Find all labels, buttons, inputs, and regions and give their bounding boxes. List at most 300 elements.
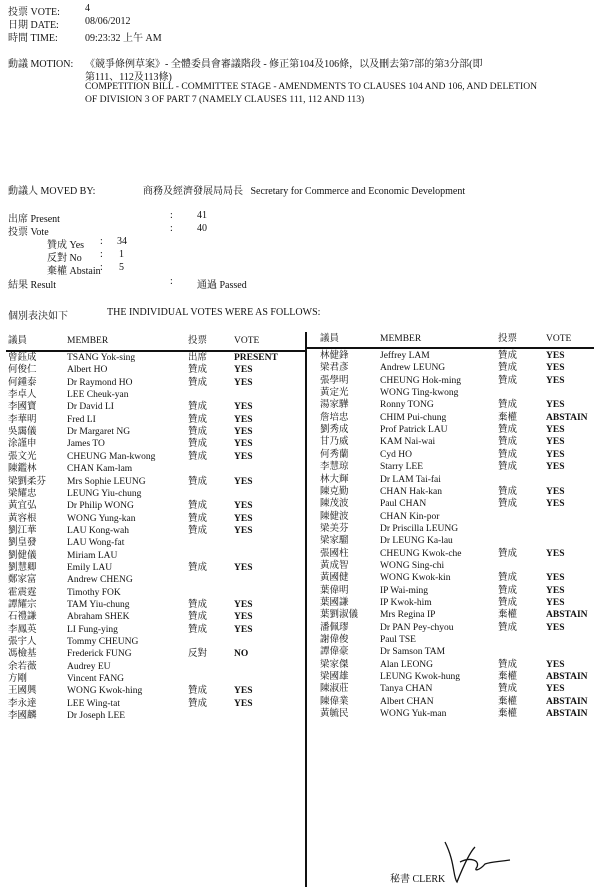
table-row bbox=[8, 611, 293, 623]
member-name-zh: 葉偉明 bbox=[320, 585, 349, 596]
moved-by-value: 商務及經濟發展局局長 Secretary for Commerce and Economic Development bbox=[143, 186, 466, 197]
vote-zh: 贊成 bbox=[498, 548, 518, 559]
table-row bbox=[8, 513, 293, 525]
vote: PRESENT bbox=[234, 353, 278, 363]
col-zh-member: 議員 bbox=[8, 336, 28, 346]
right-table-header bbox=[320, 333, 600, 345]
motion-zh-line2: 第111、112及113條) bbox=[85, 72, 172, 83]
no-count: 1 bbox=[119, 249, 124, 260]
vote: YES bbox=[234, 451, 253, 462]
table-row bbox=[8, 389, 293, 401]
vote-zh: 贊成 bbox=[498, 486, 518, 497]
table-row bbox=[8, 624, 293, 636]
vote: YES bbox=[234, 612, 253, 623]
vote: ABSTAIN bbox=[546, 709, 588, 720]
vote: ABSTAIN bbox=[546, 696, 588, 707]
member-name: Cyd HO bbox=[380, 449, 412, 460]
member-name-zh: 湯家驊 bbox=[320, 400, 349, 411]
present-count: 41 bbox=[197, 210, 207, 221]
member-name: Miriam LAU bbox=[67, 550, 118, 561]
member-name-zh: 林大輝 bbox=[320, 474, 349, 485]
member-name-zh: 陳偉業 bbox=[320, 696, 349, 707]
table-row bbox=[320, 609, 600, 621]
member-name-zh: 石禮謙 bbox=[8, 612, 37, 623]
member-name: WONG Kwok-hing bbox=[67, 686, 143, 697]
member-name-zh: 林健鋒 bbox=[320, 351, 349, 361]
member-name-zh: 譚耀宗 bbox=[8, 600, 37, 610]
individual-votes-zh: 個別表決如下 bbox=[8, 311, 68, 322]
vote-zh: 贊成 bbox=[498, 400, 518, 411]
member-name-zh: 劉慧卿 bbox=[8, 562, 37, 573]
right-header-rule bbox=[305, 347, 594, 349]
member-name: IP Wai-ming bbox=[380, 585, 429, 596]
abstain-count: 5 bbox=[119, 262, 124, 273]
member-name: WONG Sing-chi bbox=[380, 560, 445, 571]
vote-zh: 贊成 bbox=[498, 351, 518, 361]
member-name: Fred LI bbox=[67, 414, 96, 425]
yes-label: 贊成 Yes bbox=[47, 240, 85, 251]
member-name: CHAN Hak-kan bbox=[380, 486, 443, 497]
table-row bbox=[320, 597, 600, 609]
vote-zh: 棄權 bbox=[498, 672, 518, 683]
member-name: LAU Wong-fat bbox=[67, 538, 125, 549]
vote: YES bbox=[234, 600, 253, 610]
member-name-zh: 劉秀成 bbox=[320, 425, 349, 436]
table-row bbox=[320, 387, 600, 399]
table-row bbox=[8, 463, 293, 475]
vote: YES bbox=[234, 501, 253, 512]
table-row bbox=[8, 426, 293, 438]
member-name: Starry LEE bbox=[380, 462, 424, 473]
member-name: LEE Cheuk-yan bbox=[67, 390, 129, 401]
member-name: LEUNG Kwok-hung bbox=[380, 672, 460, 683]
member-name: James TO bbox=[67, 439, 105, 450]
member-name: Mrs Regina IP bbox=[380, 610, 436, 621]
table-row bbox=[320, 449, 600, 461]
vote: YES bbox=[234, 402, 253, 413]
table-row bbox=[320, 671, 600, 683]
member-name-zh: 涂謹申 bbox=[8, 439, 37, 450]
member-name: Mrs Sophie LEUNG bbox=[67, 476, 146, 487]
vote: YES bbox=[546, 684, 565, 695]
time-label: 時間 TIME: bbox=[8, 33, 58, 44]
vote: YES bbox=[234, 698, 253, 709]
member-name-zh: 黃宜弘 bbox=[8, 501, 37, 512]
vote-zh: 贊成 bbox=[188, 562, 208, 573]
member-name-zh: 黃容根 bbox=[8, 513, 37, 524]
member-name: Dr Samson TAM bbox=[380, 647, 446, 658]
vote: YES bbox=[546, 585, 565, 596]
time-value: 09:23:32 上午 AM bbox=[85, 33, 162, 44]
member-name: CHEUNG Hok-ming bbox=[380, 375, 462, 386]
table-row bbox=[320, 646, 600, 658]
table-row bbox=[8, 476, 293, 488]
member-name-zh: 黃定光 bbox=[320, 388, 349, 399]
member-name-zh: 梁國雄 bbox=[320, 672, 349, 683]
member-name: Tanya CHAN bbox=[380, 684, 433, 695]
member-name: CHEUNG Kwok-che bbox=[380, 548, 462, 559]
member-name-zh: 余若薇 bbox=[8, 661, 37, 672]
member-name-zh: 詹培忠 bbox=[320, 412, 349, 423]
vote-zh: 棄權 bbox=[498, 412, 518, 423]
table-row bbox=[8, 500, 293, 512]
vote-zh: 贊成 bbox=[498, 659, 518, 670]
member-name: IP Kwok-him bbox=[380, 598, 432, 608]
member-name-zh: 黃毓民 bbox=[320, 709, 349, 720]
vote: YES bbox=[234, 414, 253, 425]
table-row bbox=[320, 474, 600, 486]
no-label: 反對 No bbox=[47, 253, 82, 264]
table-row bbox=[320, 622, 600, 634]
table-row bbox=[320, 511, 600, 523]
date-value: 08/06/2012 bbox=[85, 16, 131, 27]
vote-zh: 贊成 bbox=[188, 402, 208, 413]
table-row bbox=[320, 560, 600, 572]
vote: YES bbox=[234, 427, 253, 438]
vote: YES bbox=[234, 377, 253, 388]
member-name-zh: 梁君彥 bbox=[320, 363, 349, 374]
vote-zh: 贊成 bbox=[498, 363, 518, 374]
member-name: Andrew LEUNG bbox=[380, 363, 446, 374]
vote-zh: 贊成 bbox=[188, 451, 208, 462]
table-row bbox=[8, 414, 293, 426]
vote-zh: 出席 bbox=[188, 353, 208, 363]
table-row bbox=[8, 352, 293, 364]
member-name-zh: 陳健波 bbox=[320, 511, 349, 522]
table-row bbox=[8, 661, 293, 673]
vote-zh: 贊成 bbox=[498, 585, 518, 596]
member-name: WONG Yuk-man bbox=[380, 709, 447, 720]
member-name: Abraham SHEK bbox=[67, 612, 130, 623]
member-name: Paul CHAN bbox=[380, 499, 427, 510]
member-name-zh: 李卓人 bbox=[8, 390, 37, 401]
member-name: Dr Joseph LEE bbox=[67, 711, 126, 722]
vote-zh: 贊成 bbox=[188, 476, 208, 487]
result-label: 結果 Result bbox=[8, 280, 57, 291]
col-member: MEMBER bbox=[380, 334, 422, 344]
member-name: Tommy CHEUNG bbox=[67, 637, 139, 648]
member-name-zh: 李華明 bbox=[8, 414, 37, 425]
vote-zh: 贊成 bbox=[498, 573, 518, 584]
table-row bbox=[8, 698, 293, 710]
table-row bbox=[8, 364, 293, 376]
motion-en-line2: OF DIVISION 3 OF PART 7 (NAMELY CLAUSES 111, 112 AND 113) bbox=[85, 94, 365, 105]
table-row bbox=[8, 451, 293, 463]
vote: NO bbox=[234, 649, 249, 660]
vote-zh: 贊成 bbox=[498, 375, 518, 386]
table-row bbox=[8, 401, 293, 413]
colon: : bbox=[100, 236, 103, 247]
vote-label: 投票 VOTE: bbox=[8, 7, 60, 18]
member-name-zh: 李永達 bbox=[8, 698, 37, 709]
member-name: Dr David LI bbox=[67, 402, 114, 413]
table-row bbox=[8, 550, 293, 562]
column-divider bbox=[305, 332, 307, 887]
date-label: 日期 DATE: bbox=[8, 20, 59, 31]
vote: YES bbox=[546, 351, 565, 361]
result-value: 通過 Passed bbox=[197, 280, 247, 291]
member-name: Emily LAU bbox=[67, 562, 113, 573]
table-row bbox=[320, 634, 600, 646]
member-name: Dr LAM Tai-fai bbox=[380, 474, 441, 485]
member-name-zh: 李鳳英 bbox=[8, 624, 37, 635]
member-name-zh: 李慧琼 bbox=[320, 462, 349, 473]
member-name: Frederick FUNG bbox=[67, 649, 132, 660]
motion-en-line1: COMPETITION BILL - COMMITTEE STAGE - AMENDMENTS TO CLAUSES 104 AND 106, AND DELETION bbox=[85, 81, 538, 92]
vote-zh: 贊成 bbox=[498, 598, 518, 608]
member-name-zh: 梁美芬 bbox=[320, 523, 349, 534]
vote-zh: 贊成 bbox=[188, 600, 208, 610]
vote-zh: 棄權 bbox=[498, 696, 518, 707]
colon: : bbox=[100, 249, 103, 260]
vote: YES bbox=[546, 622, 565, 633]
individual-votes-en: THE INDIVIDUAL VOTES WERE AS FOLLOWS: bbox=[107, 307, 321, 318]
motion-zh-line1: 《競爭條例草案》- 全體委員會審議階段 - 修正第104及106條，以及刪去第7部的第3分部(即 bbox=[85, 59, 483, 70]
vote-zh: 反對 bbox=[188, 649, 208, 660]
vote: YES bbox=[546, 573, 565, 584]
member-name: Dr LEUNG Ka-lau bbox=[380, 536, 453, 547]
vote: YES bbox=[546, 659, 565, 670]
member-name: Andrew CHENG bbox=[67, 575, 133, 586]
member-name: WONG Kwok-kin bbox=[380, 573, 451, 584]
table-row bbox=[8, 673, 293, 685]
vote-zh: 贊成 bbox=[498, 622, 518, 633]
member-name: CHEUNG Man-kwong bbox=[67, 451, 156, 462]
member-name: Paul TSE bbox=[380, 635, 416, 646]
table-row bbox=[8, 574, 293, 586]
vote-zh: 贊成 bbox=[188, 365, 208, 376]
member-name: TSANG Yok-sing bbox=[67, 353, 136, 363]
vote: YES bbox=[234, 513, 253, 524]
member-name-zh: 張國柱 bbox=[320, 548, 349, 559]
member-name: LI Fung-ying bbox=[67, 624, 118, 635]
table-row bbox=[320, 498, 600, 510]
vote: ABSTAIN bbox=[546, 412, 588, 423]
member-name-zh: 張學明 bbox=[320, 375, 349, 386]
vote: YES bbox=[546, 486, 565, 497]
member-name-zh: 張宇人 bbox=[8, 637, 37, 648]
member-name-zh: 霍震霆 bbox=[8, 587, 37, 598]
vote-zh: 贊成 bbox=[188, 439, 208, 450]
vote-zh: 贊成 bbox=[498, 684, 518, 695]
member-name-zh: 黃國健 bbox=[320, 573, 349, 584]
vote: YES bbox=[546, 400, 565, 411]
member-name-zh: 鄭家富 bbox=[8, 575, 37, 586]
table-row bbox=[8, 648, 293, 660]
left-table-header bbox=[8, 335, 300, 347]
member-name-zh: 梁家騮 bbox=[320, 536, 349, 547]
member-name-zh: 劉皇發 bbox=[8, 538, 37, 549]
member-name: CHAN Kam-lam bbox=[67, 464, 133, 475]
table-row bbox=[8, 562, 293, 574]
table-row bbox=[320, 696, 600, 708]
vote: YES bbox=[546, 425, 565, 436]
table-row bbox=[320, 523, 600, 535]
table-row bbox=[320, 350, 600, 362]
vote-zh: 棄權 bbox=[498, 709, 518, 720]
col-vote: VOTE bbox=[234, 336, 260, 346]
member-name-zh: 陳茂波 bbox=[320, 499, 349, 510]
member-name-zh: 劉健儀 bbox=[8, 550, 37, 561]
member-name-zh: 方剛 bbox=[8, 674, 28, 685]
member-name-zh: 吳靄儀 bbox=[8, 427, 37, 438]
vote: YES bbox=[234, 476, 253, 487]
table-row bbox=[320, 585, 600, 597]
vote-zh: 棄權 bbox=[498, 610, 518, 621]
vote-zh: 贊成 bbox=[188, 698, 208, 709]
vote: YES bbox=[546, 598, 565, 608]
member-name-zh: 李國寶 bbox=[8, 402, 37, 413]
table-row bbox=[8, 525, 293, 537]
vote: YES bbox=[234, 562, 253, 573]
member-name: WONG Yung-kan bbox=[67, 513, 136, 524]
member-name-zh: 馮檢基 bbox=[8, 649, 37, 660]
member-name: CHAN Kin-por bbox=[380, 511, 440, 522]
member-name: Dr Margaret NG bbox=[67, 427, 131, 438]
table-row bbox=[8, 636, 293, 648]
table-row bbox=[8, 488, 293, 500]
member-name-zh: 陳淑莊 bbox=[320, 684, 349, 695]
vote: YES bbox=[546, 449, 565, 460]
member-name-zh: 陳克勤 bbox=[320, 486, 349, 497]
member-name: Alan LEONG bbox=[380, 659, 434, 670]
vote-count-label: 投票 Vote bbox=[8, 227, 49, 238]
vote: YES bbox=[234, 439, 253, 450]
table-row bbox=[320, 548, 600, 560]
member-name: Dr PAN Pey-chyou bbox=[380, 622, 454, 633]
vote-zh: 贊成 bbox=[188, 612, 208, 623]
vote-zh: 贊成 bbox=[188, 377, 208, 388]
abstain-label: 棄權 Abstain bbox=[47, 266, 101, 277]
member-name-zh: 曾鈺成 bbox=[8, 353, 37, 363]
vote-zh: 贊成 bbox=[188, 501, 208, 512]
member-name-zh: 梁劉柔芬 bbox=[8, 476, 47, 487]
clerk-signature bbox=[425, 832, 515, 887]
member-name: WONG Ting-kwong bbox=[380, 388, 459, 399]
vote: YES bbox=[234, 624, 253, 635]
vote-zh: 贊成 bbox=[188, 513, 208, 524]
member-name-zh: 甘乃威 bbox=[320, 437, 349, 448]
member-name: Dr Philip WONG bbox=[67, 501, 134, 512]
member-name-zh: 潘佩璆 bbox=[320, 622, 349, 633]
colon: : bbox=[170, 223, 173, 234]
member-name-zh: 梁耀忠 bbox=[8, 488, 37, 499]
vote-zh: 贊成 bbox=[188, 414, 208, 425]
table-row bbox=[320, 375, 600, 387]
vote: YES bbox=[546, 437, 565, 448]
member-name: Dr Raymond HO bbox=[67, 377, 133, 388]
member-name: Jeffrey LAM bbox=[380, 351, 430, 361]
colon: : bbox=[100, 262, 103, 273]
vote-count: 40 bbox=[197, 223, 207, 234]
table-row bbox=[320, 412, 600, 424]
present-label: 出席 Present bbox=[8, 214, 60, 225]
member-name: LEE Wing-tat bbox=[67, 698, 120, 709]
table-row bbox=[8, 599, 293, 611]
member-name-zh: 譚偉豪 bbox=[320, 647, 349, 658]
member-name-zh: 黃成智 bbox=[320, 560, 349, 571]
colon: : bbox=[170, 210, 173, 221]
vote: YES bbox=[546, 499, 565, 510]
table-row bbox=[320, 708, 600, 720]
table-row bbox=[320, 461, 600, 473]
table-row bbox=[320, 424, 600, 436]
table-row bbox=[320, 659, 600, 671]
vote: YES bbox=[234, 525, 253, 536]
vote-zh: 贊成 bbox=[188, 427, 208, 438]
vote-number: 4 bbox=[85, 3, 90, 14]
member-name: Ronny TONG bbox=[380, 400, 434, 411]
member-name-zh: 葉劉淑儀 bbox=[320, 610, 359, 621]
vote: ABSTAIN bbox=[546, 610, 588, 621]
vote: ABSTAIN bbox=[546, 672, 588, 683]
member-name: Dr Priscilla LEUNG bbox=[380, 523, 459, 534]
vote-zh: 贊成 bbox=[498, 425, 518, 436]
vote-zh: 贊成 bbox=[498, 437, 518, 448]
vote: YES bbox=[546, 462, 565, 473]
member-name-zh: 陳鑑林 bbox=[8, 464, 37, 475]
member-name: Vincent FANG bbox=[67, 674, 125, 685]
vote: YES bbox=[546, 548, 565, 559]
member-name-zh: 梁家傑 bbox=[320, 659, 349, 670]
table-row bbox=[8, 710, 293, 722]
table-row bbox=[8, 377, 293, 389]
member-name-zh: 張文光 bbox=[8, 451, 37, 462]
table-row bbox=[320, 572, 600, 584]
vote-zh: 贊成 bbox=[498, 462, 518, 473]
col-member: MEMBER bbox=[67, 336, 109, 346]
col-zh-vote: 投票 bbox=[188, 336, 208, 346]
col-zh-vote: 投票 bbox=[498, 334, 518, 344]
vote: YES bbox=[234, 686, 253, 697]
member-name-zh: 謝偉俊 bbox=[320, 635, 349, 646]
vote: YES bbox=[546, 363, 565, 374]
member-name: TAM Yiu-chung bbox=[67, 600, 130, 610]
member-name: Prof Patrick LAU bbox=[380, 425, 448, 436]
member-name-zh: 何鍾泰 bbox=[8, 377, 37, 388]
yes-count: 34 bbox=[117, 236, 127, 247]
member-name-zh: 何秀蘭 bbox=[320, 449, 349, 460]
col-zh-member: 議員 bbox=[320, 334, 340, 344]
motion-label: 動議 MOTION: bbox=[8, 59, 74, 70]
member-name: Audrey EU bbox=[67, 661, 111, 672]
colon: : bbox=[170, 276, 173, 287]
table-row bbox=[320, 486, 600, 498]
member-name-zh: 何俊仁 bbox=[8, 365, 37, 376]
table-row bbox=[8, 685, 293, 697]
member-name: KAM Nai-wai bbox=[380, 437, 436, 448]
table-row bbox=[320, 362, 600, 374]
table-row bbox=[8, 537, 293, 549]
member-name-zh: 王國興 bbox=[8, 686, 37, 697]
member-name: LAU Kong-wah bbox=[67, 525, 130, 536]
clerk-label: 秘書 CLERK bbox=[390, 874, 446, 885]
member-name: LEUNG Yiu-chung bbox=[67, 488, 142, 499]
vote-zh: 贊成 bbox=[188, 525, 208, 536]
vote: YES bbox=[234, 365, 253, 376]
table-row bbox=[8, 438, 293, 450]
member-name: Timothy FOK bbox=[67, 587, 121, 598]
vote-zh: 贊成 bbox=[498, 499, 518, 510]
member-name-zh: 劉江華 bbox=[8, 525, 37, 536]
table-row bbox=[320, 399, 600, 411]
member-name: Albert HO bbox=[67, 365, 108, 376]
table-row bbox=[320, 683, 600, 695]
member-name-zh: 李國麟 bbox=[8, 711, 37, 722]
moved-by-label: 動議人 MOVED BY: bbox=[8, 186, 96, 197]
col-vote: VOTE bbox=[546, 334, 572, 344]
table-row bbox=[320, 436, 600, 448]
